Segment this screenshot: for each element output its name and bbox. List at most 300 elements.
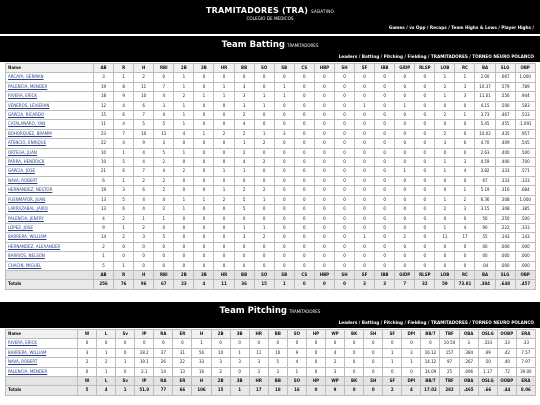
stat-cell: .500 [515, 214, 535, 223]
player-name-link[interactable]: HERNANDEZ, ALEXANDER [6, 242, 94, 251]
stat-cell: 6 [114, 205, 134, 214]
table-row [6, 261, 536, 270]
player-name-link[interactable]: PALENCIA, JENFRY [6, 214, 94, 223]
player-name-link[interactable]: NAVA, ROBERT [6, 358, 78, 367]
stat-cell: 0 [294, 242, 314, 251]
stat-cell: 0 [355, 73, 375, 82]
stat-cell: 6 [154, 339, 173, 348]
stat-cell: 0 [214, 158, 234, 167]
stat-cell: 2 [326, 358, 345, 367]
column-header[interactable]: SH [334, 64, 354, 73]
player-name-link[interactable]: GARCIA, JOSE [6, 167, 94, 176]
stat-cell: 0 [214, 261, 234, 270]
totals-cell: 282 [440, 386, 459, 395]
column-header [6, 270, 94, 279]
stat-cell: 0 [174, 242, 194, 251]
player-name-link[interactable]: RIVERA, ERICK [6, 92, 94, 101]
totals-cell: .66 [478, 386, 497, 395]
stat-cell: .684 [515, 186, 535, 195]
stat-cell: 4.59 [475, 158, 495, 167]
stat-cell: 33 [192, 358, 211, 367]
stat-cell: 0 [355, 139, 375, 148]
column-header[interactable]: SLG [495, 64, 515, 73]
player-name-link[interactable]: BARRERA, WILLIAM [6, 348, 78, 357]
column-header[interactable]: RBI [154, 64, 174, 73]
stat-cell: 1 [194, 92, 214, 101]
stat-cell: 19 [94, 82, 114, 91]
totals-cell: 256 [94, 280, 114, 289]
stat-cell: 0 [375, 205, 395, 214]
stat-cell: 0 [334, 252, 354, 261]
player-name-link[interactable]: ARCAYA, GERMAN [6, 73, 94, 82]
column-header: HR [214, 270, 234, 279]
stat-cell: .579 [495, 82, 515, 91]
stat-cell: 10 [211, 348, 230, 357]
stat-cell: .316 [495, 186, 515, 195]
stat-cell: 0 [274, 158, 294, 167]
column-header[interactable]: IBB [375, 64, 395, 73]
player-name-link[interactable]: VENEROS, LEVIERAN [6, 101, 94, 110]
column-header[interactable]: DPI [402, 330, 421, 339]
stat-cell: 0 [234, 214, 254, 223]
column-header[interactable]: TBF [440, 330, 459, 339]
stat-cell: 3 [234, 82, 254, 91]
totals-cell: 8.06 [516, 386, 535, 395]
stat-cell: 0 [415, 223, 435, 232]
stat-cell: 1 [234, 167, 254, 176]
column-header: TBF [440, 377, 459, 386]
stat-cell: 0 [274, 176, 294, 185]
stat-cell: 0 [455, 129, 475, 138]
stat-cell: 1 [395, 101, 415, 110]
stat-cell: 4 [134, 148, 154, 157]
stat-cell: 1 [174, 195, 194, 204]
stat-cell: 0 [395, 111, 415, 120]
stat-cell: 0 [375, 223, 395, 232]
stat-cell: 0 [174, 233, 194, 242]
player-name-link[interactable]: ORTEGA, JUAN [6, 148, 94, 157]
stat-cell: 0 [415, 233, 435, 242]
stat-cell: 6 [455, 139, 475, 148]
stat-cell: 0 [294, 252, 314, 261]
stat-cell: 0 [314, 252, 334, 261]
stat-cell: 2 [254, 186, 274, 195]
column-header: OBP [515, 270, 535, 279]
column-header[interactable]: SF [383, 330, 402, 339]
stat-cell: 0 [355, 129, 375, 138]
stat-cell: 0 [274, 167, 294, 176]
stat-cell: 0 [274, 205, 294, 214]
stat-cell: .308 [495, 205, 515, 214]
totals-cell: 106 [192, 386, 211, 395]
stat-cell: 1 [402, 358, 421, 367]
stat-cell: 0 [116, 339, 135, 348]
stat-cell: 1 [395, 167, 415, 176]
stat-cell: .556 [495, 92, 515, 101]
stat-cell: 2 [455, 195, 475, 204]
stat-cell: 0 [334, 120, 354, 129]
stat-cell: 0 [314, 223, 334, 232]
stat-cell: 2 [435, 205, 455, 214]
player-name-link[interactable]: RIVERA, ERICK [6, 339, 78, 348]
totals-cell: .44 [497, 386, 516, 395]
stat-cell: 0 [254, 261, 274, 270]
stat-cell: 4 [154, 167, 174, 176]
stat-cell: 4 [455, 223, 475, 232]
stat-cell: 0 [314, 120, 334, 129]
column-header[interactable]: ERA [516, 330, 535, 339]
stat-cell: 25 [440, 367, 459, 376]
stat-cell: .000 [495, 252, 515, 261]
column-header[interactable]: AB [94, 64, 114, 73]
table-row [6, 148, 536, 157]
stat-cell: 0 [395, 252, 415, 261]
column-header[interactable]: HR [249, 330, 268, 339]
stat-cell: 0 [455, 252, 475, 261]
totals-row [6, 280, 536, 289]
column-header[interactable]: HP [306, 330, 325, 339]
player-name-link[interactable]: ATENCIO, ENRIQUE [6, 139, 94, 148]
stat-cell: 2.1 [135, 367, 154, 376]
stat-cell: 5 [114, 158, 134, 167]
stat-cell: 0 [174, 176, 194, 185]
stat-cell: 0 [294, 233, 314, 242]
stat-cell: 1 [114, 73, 134, 82]
stat-cell: 0 [268, 339, 287, 348]
stat-cell: 5 [114, 195, 134, 204]
totals-cell: 51.0 [135, 386, 154, 395]
stat-cell: .696 [459, 367, 478, 376]
batting-nav-links[interactable]: Leaders / Batting / Pitching / Fielding / TRAMITADORES / TORNEO NEURO POLANCO [338, 54, 534, 59]
stat-cell: 0 [415, 167, 435, 176]
stat-cell: 0 [334, 176, 354, 185]
stat-cell: 0 [194, 101, 214, 110]
stat-cell: 0 [395, 205, 415, 214]
stat-cell: .409 [495, 139, 515, 148]
stat-cell: 0 [214, 233, 234, 242]
pitching-nav-links[interactable]: Leaders / Batting / Pitching / Fielding / TRAMITADORES / TORNEO NEURO POLANCO [338, 320, 534, 325]
column-header[interactable]: OSLG [478, 330, 497, 339]
column-header[interactable]: RLSP [415, 64, 435, 73]
stat-cell: 1 [234, 139, 254, 148]
stat-cell: 2 [134, 176, 154, 185]
stat-cell: .500 [495, 101, 515, 110]
stat-cell: 0 [116, 348, 135, 357]
stat-cell: 0 [314, 186, 334, 195]
stat-cell: .000 [515, 242, 535, 251]
stat-cell: .72 [497, 367, 516, 376]
stat-cell: 0 [334, 158, 354, 167]
column-header[interactable]: CS [294, 64, 314, 73]
stat-cell: 0 [214, 101, 234, 110]
table-row [6, 205, 536, 214]
stat-cell: 0 [173, 339, 192, 348]
stat-cell: 4 [287, 358, 306, 367]
column-header[interactable]: 2B [211, 330, 230, 339]
totals-cell: 15 [211, 386, 230, 395]
player-name-link[interactable]: NAVA, ROBERT [6, 176, 94, 185]
column-header: HR [249, 377, 268, 386]
stat-cell: .500 [515, 148, 535, 157]
column-header: BA [475, 270, 495, 279]
column-header[interactable]: Name [6, 64, 94, 73]
totals-cell: 15 [254, 280, 274, 289]
stat-cell: 0 [214, 148, 234, 157]
stat-cell: 0 [314, 261, 334, 270]
stat-cell: 0 [364, 339, 383, 348]
stat-cell: 0 [294, 205, 314, 214]
stat-cell: 3.15 [475, 205, 495, 214]
stat-cell: 1.000 [515, 73, 535, 82]
stat-cell: 0 [364, 348, 383, 357]
table-row [6, 252, 536, 261]
stat-cell: 5 [234, 195, 254, 204]
stat-cell: 26 [154, 358, 173, 367]
stat-cell: 0 [214, 176, 234, 185]
stat-cell: 3 [249, 358, 268, 367]
stat-cell: 67 [475, 176, 495, 185]
batting-table [5, 63, 536, 290]
player-name-link[interactable]: BARRERA, WILLIAM [6, 233, 94, 242]
column-header[interactable]: OOBP [497, 330, 516, 339]
column-header[interactable]: BB [234, 64, 254, 73]
stat-cell: .33 [497, 339, 516, 348]
stat-cell: 0 [345, 339, 364, 348]
stat-cell: 2 [395, 233, 415, 242]
column-header: 3B [230, 377, 249, 386]
stat-cell: 0 [415, 139, 435, 148]
stat-cell: 2 [78, 358, 97, 367]
stat-cell: 0 [314, 101, 334, 110]
stat-cell: 11 [435, 233, 455, 242]
stat-cell: 1 [174, 111, 194, 120]
column-header: AB [94, 270, 114, 279]
stat-cell: 0 [402, 339, 421, 348]
column-header: W [78, 377, 97, 386]
stat-cell: 0 [334, 195, 354, 204]
stat-cell: 0 [294, 195, 314, 204]
stat-cell: 5.19 [475, 186, 495, 195]
stat-cell: 0 [294, 158, 314, 167]
stat-cell: 0 [355, 261, 375, 270]
stat-cell: 28.2 [135, 348, 154, 357]
stat-cell: 0 [294, 261, 314, 270]
stat-cell: 2 [174, 92, 194, 101]
stat-cell: .1.091 [515, 120, 535, 129]
stat-cell: 4 [234, 158, 254, 167]
stat-cell: 0 [395, 120, 415, 129]
stat-cell: 10 [94, 158, 114, 167]
stat-cell: 4 [234, 120, 254, 129]
stat-cell: 0 [234, 242, 254, 251]
stat-cell: 90 [475, 223, 495, 232]
column-header[interactable]: BB [268, 330, 287, 339]
stat-cell: 1 [214, 82, 234, 91]
totals-cell: 67 [154, 280, 174, 289]
totals-cell: 77 [154, 386, 173, 395]
column-header[interactable]: 3B [230, 330, 249, 339]
column-header: RLSP [415, 270, 435, 279]
stat-cell: 0 [294, 101, 314, 110]
stat-cell: 0 [355, 186, 375, 195]
stat-cell: 4 [114, 139, 134, 148]
column-header[interactable]: H [134, 64, 154, 73]
stat-cell: 4 [134, 158, 154, 167]
stat-cell: 0 [435, 176, 455, 185]
stat-cell: 0 [375, 139, 395, 148]
column-header[interactable]: W [78, 330, 97, 339]
stat-cell: 2 [134, 223, 154, 232]
stat-cell: 0 [274, 139, 294, 148]
stat-cell: 0 [194, 73, 214, 82]
column-header[interactable]: OBP [515, 64, 535, 73]
stat-cell: 0 [154, 73, 174, 82]
pitching-header-bar [0, 302, 540, 328]
column-header[interactable]: WP [326, 330, 345, 339]
stat-cell: 1 [254, 92, 274, 101]
stat-cell: 0 [274, 214, 294, 223]
column-header[interactable]: ER [173, 330, 192, 339]
stat-cell: 157 [440, 348, 459, 357]
stat-cell: 0 [194, 242, 214, 251]
column-header: H [134, 270, 154, 279]
column-header[interactable]: BB/7 [421, 330, 440, 339]
stat-cell: 18 [94, 92, 114, 101]
totals-cell: 23 [174, 280, 194, 289]
column-header[interactable]: L [97, 330, 116, 339]
totals-cell: 73.81 [455, 280, 475, 289]
stat-cell: 2 [94, 242, 114, 251]
stat-cell: 0 [194, 120, 214, 129]
column-header[interactable]: BA [475, 64, 495, 73]
stat-cell: 0 [274, 73, 294, 82]
totals-cell: 32 [415, 280, 435, 289]
stat-cell: 1 [435, 223, 455, 232]
stat-cell: 0 [274, 120, 294, 129]
column-header[interactable]: 3B [194, 64, 214, 73]
stat-cell: 2 [134, 73, 154, 82]
column-header[interactable]: 2B [174, 64, 194, 73]
stat-cell: 0 [306, 348, 325, 357]
player-name-link[interactable]: LARRAZABAL, JAIRO [6, 205, 94, 214]
stat-cell: 7.57 [516, 348, 535, 357]
column-header: OSLG [478, 377, 497, 386]
column-header[interactable]: BK [345, 330, 364, 339]
column-header[interactable]: Name [6, 330, 78, 339]
column-header[interactable]: LOB [435, 64, 455, 73]
player-name-link[interactable]: PARRA, HENDRICK [6, 158, 94, 167]
player-name-link[interactable]: GARCIA, RICARDO [6, 111, 94, 120]
stat-cell: 0 [334, 139, 354, 148]
column-header[interactable]: SO [254, 64, 274, 73]
stat-cell: .000 [495, 242, 515, 251]
stat-cell: 0 [194, 233, 214, 242]
stat-cell: 0 [174, 252, 194, 261]
stat-cell: 0 [375, 73, 395, 82]
column-header[interactable]: SO [287, 330, 306, 339]
column-header[interactable]: Sv [116, 330, 135, 339]
stat-cell: 5 [234, 205, 254, 214]
totals-cell: 4 [194, 280, 214, 289]
player-name-link[interactable]: CATALANARO, YAN [6, 120, 94, 129]
stat-cell: 1 [192, 339, 211, 348]
stat-cell: 3 [459, 339, 478, 348]
column-header[interactable]: IP [135, 330, 154, 339]
stat-cell: 0 [314, 158, 334, 167]
repeat-header-row [6, 377, 536, 386]
player-name-link[interactable]: PALENCIA, MENDER [6, 82, 94, 91]
stat-cell: 0 [174, 261, 194, 270]
column-header[interactable]: SH [364, 330, 383, 339]
table-row [6, 167, 536, 176]
column-header[interactable]: H [192, 330, 211, 339]
team-nav-links[interactable]: Games / vs Opp / Recaps / Team Highs & Lows / Player Highs / [388, 25, 534, 30]
stat-cell: 4 [174, 129, 194, 138]
stat-cell: 0 [274, 233, 294, 242]
column-header[interactable]: R [114, 64, 134, 73]
stat-cell: 0 [174, 214, 194, 223]
totals-cell: 0 [314, 280, 334, 289]
stat-cell: 56 [192, 348, 211, 357]
stat-cell: .400 [495, 148, 515, 157]
stat-cell: 0 [254, 148, 274, 157]
stat-cell: 0 [254, 252, 274, 261]
stat-cell: 10 [268, 348, 287, 357]
column-header[interactable]: RA [154, 330, 173, 339]
batting-title: Team Batting TRAMITADORES [221, 40, 319, 50]
stat-cell: 0 [375, 158, 395, 167]
column-header[interactable]: RC [455, 64, 475, 73]
column-header: ER [173, 377, 192, 386]
column-header[interactable]: SF [355, 64, 375, 73]
player-name-link[interactable]: PALENCIA, MENDER [6, 367, 78, 376]
stat-cell: 15 [94, 111, 114, 120]
stat-cell: 0 [375, 233, 395, 242]
stat-cell: 1 [214, 92, 234, 101]
stat-cell: 0 [194, 252, 214, 261]
column-header: OOBP [497, 377, 516, 386]
stat-cell: 12 [94, 101, 114, 110]
stat-cell: 13 [94, 205, 114, 214]
player-name-link[interactable]: BARRIOS, NELSON [6, 252, 94, 261]
player-name-link[interactable]: HERNANDEZ, NESTOR [6, 186, 94, 195]
column-header[interactable]: HBP [314, 64, 334, 73]
totals-cell: 7 [395, 280, 415, 289]
player-name-link[interactable]: LOPEZ, JOSE [6, 223, 94, 232]
column-header[interactable]: OBA [459, 330, 478, 339]
column-header[interactable]: GIDP [395, 64, 415, 73]
stat-cell: 0 [294, 186, 314, 195]
column-header[interactable]: HR [214, 64, 234, 73]
stat-cell: 2 [254, 233, 274, 242]
stat-cell: 2 [97, 358, 116, 367]
table-row [6, 242, 536, 251]
column-header[interactable]: SB [274, 64, 294, 73]
player-name-link[interactable]: CHACIN, MIGUEL [6, 261, 94, 270]
stat-cell: 5 [154, 120, 174, 129]
stat-cell: 0 [134, 252, 154, 261]
player-name-link[interactable]: BOHORQUEZ, BRAMM [6, 129, 94, 138]
stat-cell: 0 [334, 129, 354, 138]
stat-cell: 50 [475, 214, 495, 223]
stat-cell: 0 [334, 148, 354, 157]
stat-cell: 0 [435, 148, 455, 157]
stat-cell: 19 [94, 186, 114, 195]
stat-cell: 3 [114, 186, 134, 195]
stat-cell: 3.82 [475, 167, 495, 176]
player-name-link[interactable]: FUENMAYOR, JUAN [6, 195, 94, 204]
stat-cell: 0 [314, 176, 334, 185]
